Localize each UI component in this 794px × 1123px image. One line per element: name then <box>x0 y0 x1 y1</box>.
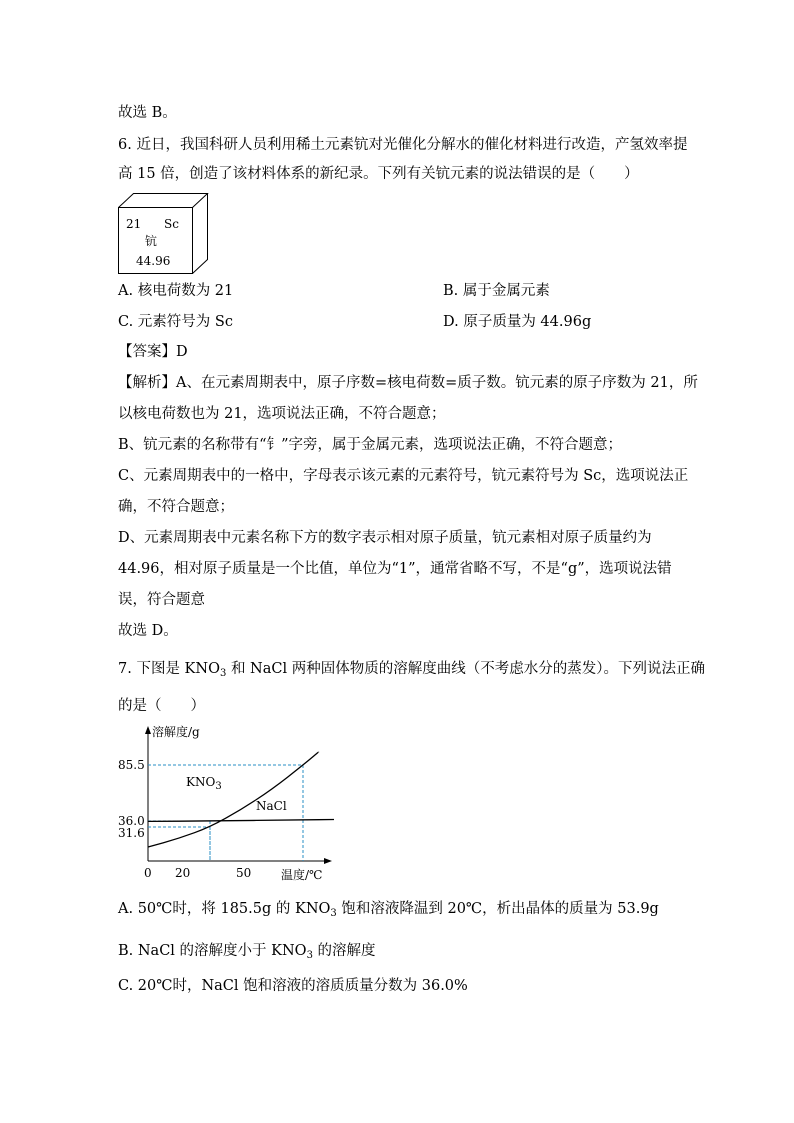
q6-option-c: C. 元素符号为 Sc <box>118 314 233 330</box>
q7-option-b-sub: 3 <box>306 950 313 961</box>
q6-option-a: A. 核电荷数为 21 <box>118 283 234 299</box>
question-7-line2: 的是（ ） <box>118 698 205 714</box>
solubility-chart <box>118 716 358 888</box>
q6-option-d: D. 原子质量为 44.96g <box>443 314 592 330</box>
element-symbol: Sc <box>164 217 179 231</box>
y-axis-label: 溶解度/g <box>152 725 200 739</box>
x-tick-50: 50 <box>236 866 252 880</box>
element-tile <box>118 193 210 275</box>
kno3-label-main: KNO <box>186 775 216 789</box>
answer-label: 【答案】D <box>118 344 188 360</box>
y-tick-36-0: 36.0 <box>118 814 145 828</box>
q7-subscript: 3 <box>219 668 227 679</box>
x-tick-20: 20 <box>175 866 191 880</box>
y-axis-arrow <box>145 726 151 734</box>
series-line-kno3 <box>148 752 319 847</box>
question-6-line2: 高 15 倍，创造了该材料体系的新纪录。下列有关钪元素的说法错误的是（ ） <box>118 166 639 182</box>
element-name: 钪 <box>145 234 158 248</box>
explanation-line7: 44.96，相对原子质量是一个比值，单位为“1”，通常省略不写，不是“g”，选项说法错 <box>118 561 672 577</box>
x-tick-0: 0 <box>144 866 152 880</box>
explanation-line3: B、钪元素的名称带有“钅”字旁，属于金属元素，选项说法正确，不符合题意； <box>118 437 622 453</box>
explanation-line2: 以核电荷数也为 21，选项说法正确，不符合题意； <box>118 406 446 422</box>
q7-option-b <box>118 941 376 966</box>
q7-option-a-pre: A. 50℃时，将 185.5g 的 KNO <box>118 901 331 917</box>
series-label-nacl: NaCl <box>256 799 287 813</box>
explanation-line1: 【解析】A、在元素周期表中，原子序数=核电荷数=质子数。钪元素的原子序数为 21，所 <box>118 375 698 391</box>
y-tick-85-5: 85.5 <box>118 758 145 772</box>
atomic-mass: 44.96 <box>136 254 171 268</box>
q7-text-post: 和 NaCl 两种固体物质的溶解度曲线（不考虑水分的蒸发）。下列说法正确 <box>226 661 705 677</box>
q7-option-a-post: 饱和溶液降温到 20℃，析出晶体的质量为 53.9g <box>336 901 659 917</box>
q7-option-b-pre: B. NaCl 的溶解度小于 KNO <box>118 943 307 959</box>
question-7-line1 <box>118 659 705 684</box>
answer-conclusion: 故选 D。 <box>118 623 178 639</box>
line-answer-prev: 故选 B。 <box>118 105 177 121</box>
q7-option-b-post: 的溶解度 <box>312 943 376 959</box>
q7-option-c: C. 20℃时，NaCl 饱和溶液的溶质质量分数为 36.0% <box>118 978 468 994</box>
kno3-label-sub: 3 <box>215 781 222 792</box>
q7-text-pre: 7. 下图是 KNO <box>118 661 220 677</box>
atomic-number: 21 <box>126 217 142 231</box>
q7-option-a-sub: 3 <box>330 908 337 919</box>
explanation-line6: D、元素周期表中元素名称下方的数字表示相对原子质量，钪元素相对原子质量约为 <box>118 530 652 546</box>
x-axis-arrow <box>324 858 332 864</box>
explanation-line5: 确，不符合题意； <box>118 499 234 515</box>
series-line-nacl <box>148 820 334 822</box>
series-label-kno3 <box>186 775 222 794</box>
q6-option-b: B. 属于金属元素 <box>443 283 550 299</box>
explanation-line8: 误，符合题意 <box>118 592 205 608</box>
question-6-line1: 6. 近日，我国科研人员利用稀土元素钪对光催化分解水的催化材料进行改造，产氢效率提 <box>118 137 688 153</box>
q7-option-a <box>118 899 659 924</box>
explanation-line4: C、元素周期表中的一格中，字母表示该元素的元素符号，钪元素符号为 Sc，选项说法正 <box>118 468 689 484</box>
x-axis-label: 温度/℃ <box>281 868 323 882</box>
y-tick-31-6: 31.6 <box>118 826 145 840</box>
chart-canvas <box>118 716 358 888</box>
